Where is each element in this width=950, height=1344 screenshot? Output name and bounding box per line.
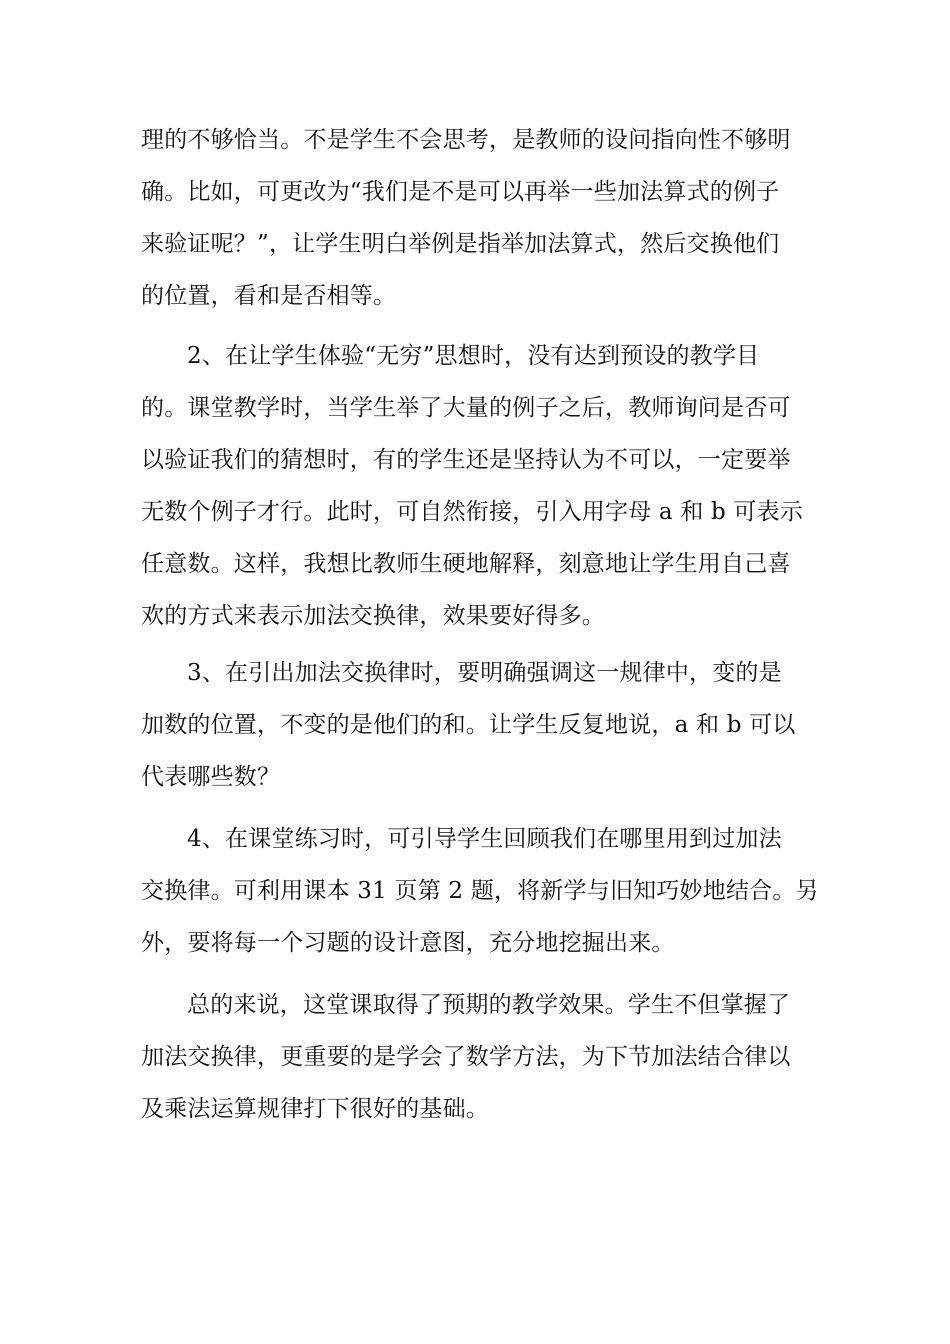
text-line: 确。比如，可更改为“我们是不是可以再举一些加法算式的例子 [141,179,780,205]
text-line: 4、在课堂练习时，可引导学生回顾我们在哪里用到过加法 [187,826,782,852]
text-line: 2、在让学生体验“无穷”思想时，没有达到预设的教学目 [187,343,760,369]
paragraph-3 [141,647,801,803]
text-line: 加数的位置，不变的是他们的和。让学生反复地说，a 和 b 可以 [141,712,796,738]
text-line: 交换律。可利用课本 31 页第 2 题，将新学与旧知巧妙地结合。另 [141,878,819,904]
text-line: 的。课堂教学时，当学生举了大量的例子之后，教师询问是否可 [141,395,791,421]
text-line: 外，要将每一个习题的设计意图，充分地挖掘出来。 [141,930,675,956]
text-line: 加法交换律，更重要的是学会了数学方法，为下节加法结合律以 [141,1044,791,1070]
text-line: 欢的方式来表示加法交换律，效果要好得多。 [141,603,605,629]
text-line: 无数个例子才行。此时，可自然衔接，引入用字母 a 和 b 可表示 [141,499,804,525]
text-line: 来验证呢？”，让学生明白举例是指举加法算式，然后交换他们 [141,231,780,257]
text-line: 理的不够恰当。不是学生不会思考，是教师的设问指向性不够明 [141,127,791,153]
text-line: 3、在引出加法交换律时，要明确强调这一规律中，变的是 [187,660,782,686]
paragraph-5 [141,979,801,1135]
text-line: 及乘法运算规律打下很好的基础。 [141,1096,489,1122]
text-line: 总的来说，这堂课取得了预期的教学效果。学生不但掌握了 [187,992,791,1018]
text-line: 任意数。这样，我想比教师生硬地解释，刻意地让学生用自己喜 [141,551,791,577]
paragraph-4 [141,813,819,969]
text-line: 代表哪些数？ [141,764,281,790]
paragraph-2 [141,330,804,642]
text-line: 的位置，看和是否相等。 [141,283,397,309]
text-line: 以验证我们的猜想时，有的学生还是坚持认为不可以，一定要举 [141,447,791,473]
paragraph-1 [141,114,801,322]
